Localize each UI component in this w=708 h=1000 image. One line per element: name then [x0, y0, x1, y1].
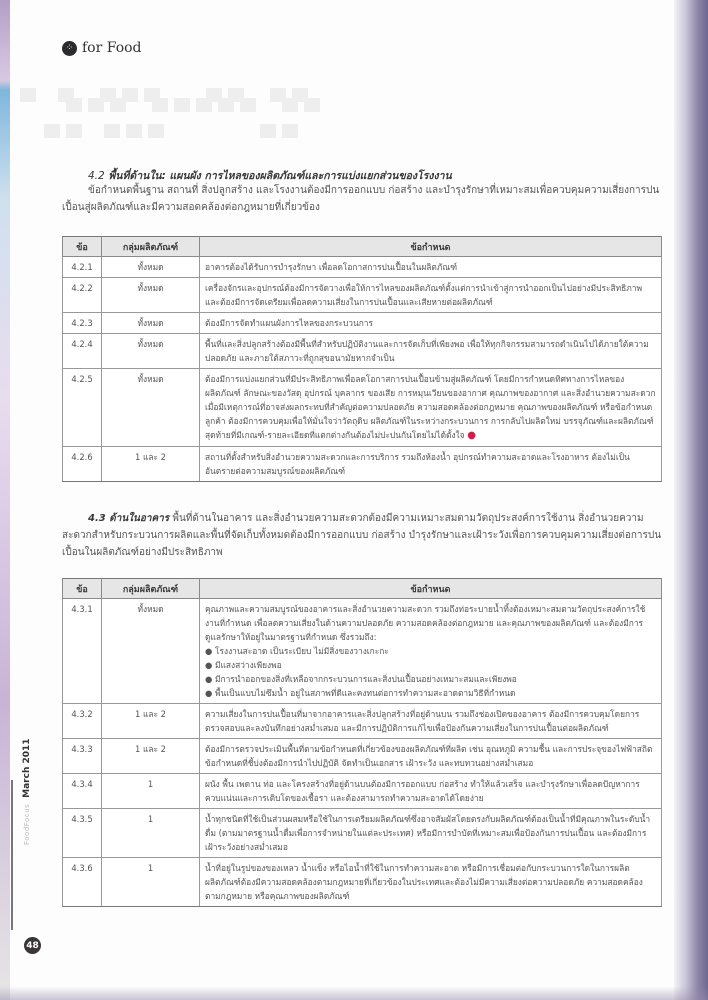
- table-row: [63, 599, 662, 704]
- page-binding-shadow: [674, 0, 708, 1000]
- row-requirement: น้ำทุกชนิดที่ใช้เป็นส่วนผสมหรือใช้ในการเตรียมผลิตภัณฑ์ซึ่งอาจสัมผัสโดยตรงกับผลิตภัณฑ์ต้องเป็นน้ำที่มีคุณภาพในระดับน้ำดื่ม (ตามมาตรฐานน้ำดื่มเพื่อการจำหน่ายในแต่ละประเทศ) หรือมีการบำบัดที่เหมาะสมเพื่อป้องกันการปนเปื้อน และต้องมีการเฝ้าระวังอย่างสม่ำเสมอ: [200, 809, 662, 858]
- row-no: 4.2.6: [63, 447, 102, 482]
- row-group: 1: [102, 774, 200, 809]
- page-left-edge: [0, 0, 10, 1000]
- col-header-no: ข้อ: [63, 237, 102, 257]
- magazine-name: FoodFocus: [23, 803, 31, 845]
- bullet-item: ● โรงงานสะอาด เป็นระเบียบ ไม่มีสิ่งของวางเกะกะ: [205, 644, 656, 658]
- table-row: [63, 257, 662, 278]
- row-no: 4.3.4: [63, 774, 102, 809]
- row-requirement: ความเสี่ยงในการปนเปื้อนที่มาจากอาคารและสิ่งปลูกสร้างที่อยู่ด้านบน รวมถึงช่องเปิดของอาคาร ต้องมีการควบคุมโดยการตรวจสอบและลงบันทึกอย่างสม่ำเสมอ และมีการปฏิบัติการแก้ไขเพื่อป้องกันความเสี่ยงในการปนเปื้อนต่อผลิตภัณฑ์: [200, 704, 662, 739]
- section-heading: ด้านในอาคาร: [109, 513, 170, 524]
- section-intro-text: พื้นที่ด้านในอาคาร และสิ่งอำนวยความสะดวกต้องมีความเหมาะสมตามวัตถุประสงค์การใช้งาน สิ่งอำนวยความสะดวกสำหรับกระบวนการผลิตและพื้นที่จัดเก็บทั้งหมดต้องมีการออกแบบ ก่อสร้าง บำรุงรักษาและเฝ้าระวังเพื่อการควบคุมความเสี่ยงต่อการปนเปื้อนในผลิตภัณฑ์อย่างมีประสิทธิภาพ: [62, 513, 662, 558]
- row-no: 4.3.5: [63, 809, 102, 858]
- row-requirement: อาคารต้องได้รับการบำรุงรักษา เพื่อลดโอกาสการปนเปื้อนในผลิตภัณฑ์: [200, 257, 662, 278]
- requirement-text: ต้องมีการแบ่งแยกส่วนที่มีประสิทธิภาพเพื่อลดโอกาสการปนเปื้อนข้ามสู่ผลิตภัณฑ์ โดยมีการกำหนดทิศทางการไหลของผลิตภัณฑ์ ลักษณะของวัสดุ อุปกรณ์ บุคลากร ของเสีย การหมุนเวียนของอากาศ คุณภาพของอากาศ และสิ่งอำนวยความสะดวก เมื่อมีเหตุการณ์ที่อาจส่งผลกระทบที่สำคัญต่อความปลอดภัย ความสอดคล้องต่อกฎหมาย คุณภาพของผลิตภัณฑ์ หรือข้อกำหนดลูกค้า ต้องมีการควบคุมเพื่อให้มั่นใจว่าวัตถุดิบ ผลิตภัณฑ์ในระหว่างกระบวนการ การกลับไปผลิตใหม่ บรรจุภัณฑ์และผลิตภัณฑ์สุดท้ายที่มีเกณฑ์-รายละเอียดที่แตกต่างกันต้องไม่ปะปนกันโดยไม่ได้ตั้งใจ: [205, 374, 656, 440]
- side-divider: [11, 780, 13, 930]
- row-no: 4.3.1: [63, 599, 102, 704]
- row-group: ทั้งหมด: [102, 278, 200, 313]
- table-row: [63, 858, 662, 907]
- col-header-group: กลุ่มผลิตภัณฑ์: [102, 237, 200, 257]
- row-requirement: [200, 369, 662, 447]
- row-group: ทั้งหมด: [102, 334, 200, 369]
- row-group: 1: [102, 858, 200, 907]
- row-requirement: [200, 599, 662, 704]
- row-group: ทั้งหมด: [102, 313, 200, 334]
- row-group: 1 และ 2: [102, 704, 200, 739]
- row-requirement: ต้องมีการตรวจประเมินพื้นที่ตามข้อกำหนดที่เกี่ยวข้องของผลิตภัณฑ์ที่ผลิต เช่น อุณหภูมิ ความชื้น และการประจุของไฟฟ้าสถิต ข้อกำหนดที่ชี้บ่งต้องมีการนำไปปฏิบัติ จัดทำเป็นเอกสาร เฝ้าระวัง และทบทวนอย่างสม่ำเสมอ: [200, 739, 662, 774]
- row-group: ทั้งหมด: [102, 369, 200, 447]
- requirements-table-4-2: [62, 236, 662, 482]
- table-row: [63, 447, 662, 482]
- table-header-row: [63, 579, 662, 599]
- section-4-3-heading: [88, 513, 169, 524]
- table-row: [63, 334, 662, 369]
- bullet-item: ● พื้นเป็นแบบไม่ซึมน้ำ อยู่ในสภาพที่ดีและคงทนต่อการทำความสะอาดตามวิธีที่กำหนด: [205, 686, 656, 700]
- section-4-3-intro: [62, 510, 662, 561]
- table-row: [63, 313, 662, 334]
- bullet-item: ● มีการนำออกของสิ่งที่เหลือจากกระบวนการและสิ่งปนเปื้อนอย่างเหมาะสมและเพียงพอ: [205, 672, 656, 686]
- faded-text-row: [66, 98, 320, 112]
- row-no: 4.3.3: [63, 739, 102, 774]
- table-row: [63, 704, 662, 739]
- row-requirement: ต้องมีการจัดทำแผนผังการไหลของกระบวนการ: [200, 313, 662, 334]
- col-header-no: ข้อ: [63, 579, 102, 599]
- red-mark-icon: ●: [467, 430, 476, 441]
- row-group: ทั้งหมด: [102, 257, 200, 278]
- row-no: 4.2.2: [63, 278, 102, 313]
- section-number: 4.2: [88, 170, 105, 182]
- table-header-row: [63, 237, 662, 257]
- table-row: [63, 369, 662, 447]
- faded-text-row: [44, 124, 298, 138]
- table-row: [63, 809, 662, 858]
- row-no: 4.3.6: [63, 858, 102, 907]
- row-no: 4.2.5: [63, 369, 102, 447]
- row-requirement: น้ำที่อยู่ในรูปของของเหลว น้ำแข็ง หรือไอน้ำที่ใช้ในการทำความสะอาด หรือมีการเชื่อมต่อกับกระบวนการใดในการผลิตผลิตภัณฑ์ต้องมีความสอดคล้องตามกฎหมายที่เกี่ยวข้องในประเทศและต้องไม่มีความเสี่ยงต่อความปลอดภัย ความสอดคล้องตามกฎหมาย หรือคุณภาพของผลิตภัณฑ์: [200, 858, 662, 907]
- table-row: [63, 739, 662, 774]
- row-requirement: เครื่องจักรและอุปกรณ์ต้องมีการจัดวางเพื่อให้การไหลของผลิตภัณฑ์ตั้งแต่การนำเข้าสู่การนำออกเป็นไปอย่างมีประสิทธิภาพ และต้องมีการจัดเตรียมเพื่อลดความเสี่ยงในการปนเปื้อนและเสียหายต่อผลิตภัณฑ์: [200, 278, 662, 313]
- issue-date: March 2011: [22, 738, 32, 798]
- row-requirement: พื้นที่และสิ่งปลูกสร้างต้องมีพื้นที่สำหรับปฏิบัติงานและการจัดเก็บที่เพียงพอ เพื่อให้ทุกกิจกรรมสามารถดำเนินไปได้ภายใต้ความปลอดภัย และภายใต้สภาวะที่ถูกสุขอนามัยหากจำเป็น: [200, 334, 662, 369]
- requirements-table-4-3: [62, 578, 662, 907]
- row-group: 1: [102, 809, 200, 858]
- page-number: 48: [24, 937, 41, 954]
- bullet-item: ● มีแสงสว่างเพียงพอ: [205, 658, 656, 672]
- row-no: 4.2.1: [63, 257, 102, 278]
- section-4-2-intro: ข้อกำหนดพื้นฐาน สถานที่ สิ่งปลูกสร้าง และโรงงานต้องมีการออกแบบ ก่อสร้าง และบำรุงรักษาที่เหมาะสมเพื่อควบคุมความเสี่ยงการปนเปื้อนสู่ผลิตภัณฑ์และมีความสอดคล้องต่อกฎหมายที่เกี่ยวข้อง: [62, 185, 660, 213]
- row-requirement: สถานที่ตั้งสำหรับสิ่งอำนวยความสะดวกและการบริการ รวมถึงห้องน้ำ อุปกรณ์ทำความสะอาดและโรงอาหาร ต้องไม่เป็นอันตรายต่อความสมบูรณ์ของผลิตภัณฑ์: [200, 447, 662, 482]
- page-bottom-shadow: [0, 986, 708, 1000]
- col-header-group: กลุ่มผลิตภัณฑ์: [102, 579, 200, 599]
- row-group: ทั้งหมด: [102, 599, 200, 704]
- table-row: [63, 774, 662, 809]
- requirement-text: คุณภาพและความสมบูรณ์ของอาคารและสิ่งอำนวยความสะดวก รวมถึงท่อระบายน้ำทิ้งต้องเหมาะสมตามวัตถุประสงค์การใช้งานที่กำหนด เพื่อลดความเสี่ยงในด้านความปลอดภัย ความสอดคล้องต่อกฎหมาย และคุณภาพของผลิตภัณฑ์ และต้องมีการดูแลรักษาให้อยู่ในมาตรฐานที่กำหนด ซึ่งรวมถึง:: [205, 604, 646, 642]
- brand-text: for Food: [82, 40, 142, 56]
- section-heading: พื้นที่ด้านใน: แผนผัง การไหลของผลิตภัณฑ์และการแบ่งแยกส่วนของโรงงาน: [108, 170, 452, 182]
- row-no: 4.2.3: [63, 313, 102, 334]
- col-header-requirement: ข้อกำหนด: [200, 579, 662, 599]
- row-requirement: ผนัง พื้น เพดาน ท่อ และโครงสร้างที่อยู่ด้านบนต้องมีการออกแบบ ก่อสร้าง ทำให้แล้วเสร็จ และบำรุงรักษาเพื่อลดปัญหาการควบแน่นและการเติบโตของเชื้อรา และต้องสามารถทำความสะอาดได้โดยง่าย: [200, 774, 662, 809]
- food-dots-icon: ⁘: [62, 41, 77, 56]
- section-number: 4.3: [88, 513, 106, 524]
- row-no: 4.2.4: [63, 334, 102, 369]
- row-group: 1 และ 2: [102, 447, 200, 482]
- row-group: 1 และ 2: [102, 739, 200, 774]
- magazine-issue-label: [22, 738, 32, 845]
- brand-header: [62, 40, 142, 56]
- table-row: [63, 278, 662, 313]
- row-no: 4.3.2: [63, 704, 102, 739]
- col-header-requirement: ข้อกำหนด: [200, 237, 662, 257]
